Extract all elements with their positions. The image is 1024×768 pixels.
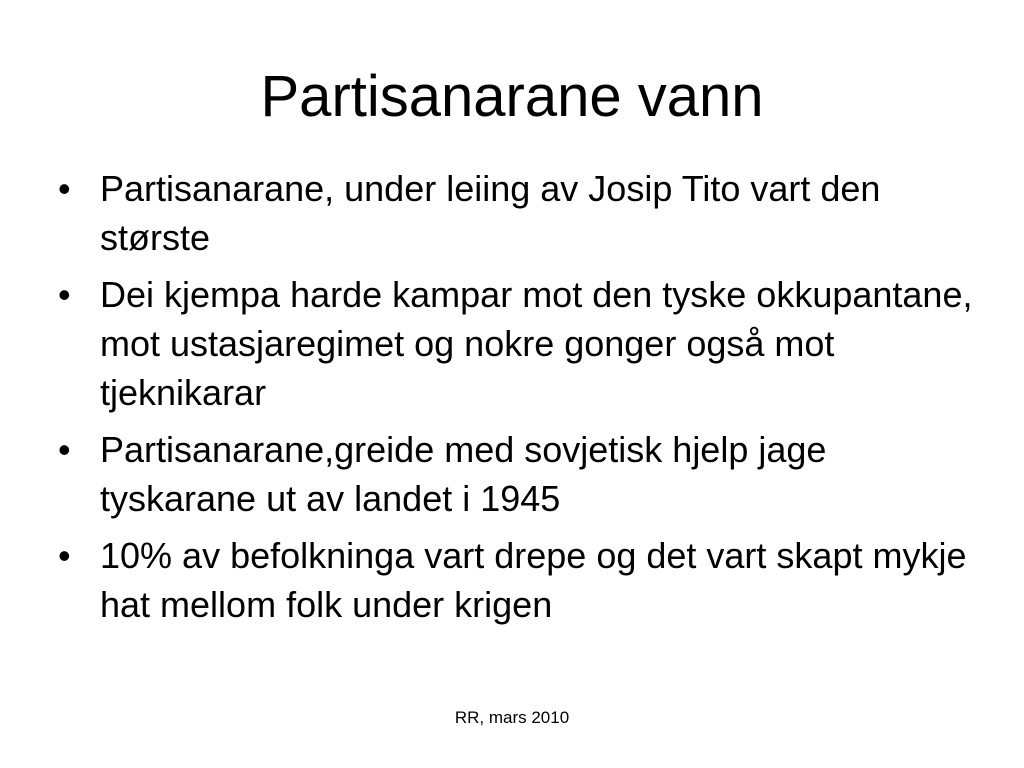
bullet-text: Partisanarane, under leiing av Josip Tito vart den største bbox=[100, 168, 881, 258]
bullet-item bbox=[58, 531, 978, 629]
bullet-text: Partisanarane,greide med sovjetisk hjelp jage tyskarane ut av landet i 1945 bbox=[100, 429, 827, 519]
bullet-list bbox=[58, 164, 978, 637]
slide-title: Partisanarane vann bbox=[260, 64, 764, 129]
bullet-text: Dei kjempa harde kampar mot den tyske okkupantane, mot ustasjaregimet og nokre gonger også mot tjeknikarar bbox=[100, 274, 973, 413]
slide-footer: RR, mars 2010 bbox=[454, 708, 570, 727]
bullet-icon: • bbox=[58, 535, 71, 576]
bullet-icon: • bbox=[58, 168, 71, 209]
bullet-text: 10% av befolkninga vart drepe og det vart skapt mykje hat mellom folk under krigen bbox=[100, 535, 967, 625]
bullet-item bbox=[58, 425, 978, 523]
bullet-icon: • bbox=[58, 429, 71, 470]
bullet-icon: • bbox=[58, 274, 71, 315]
bullet-item bbox=[58, 164, 978, 262]
bullet-item bbox=[58, 270, 978, 417]
